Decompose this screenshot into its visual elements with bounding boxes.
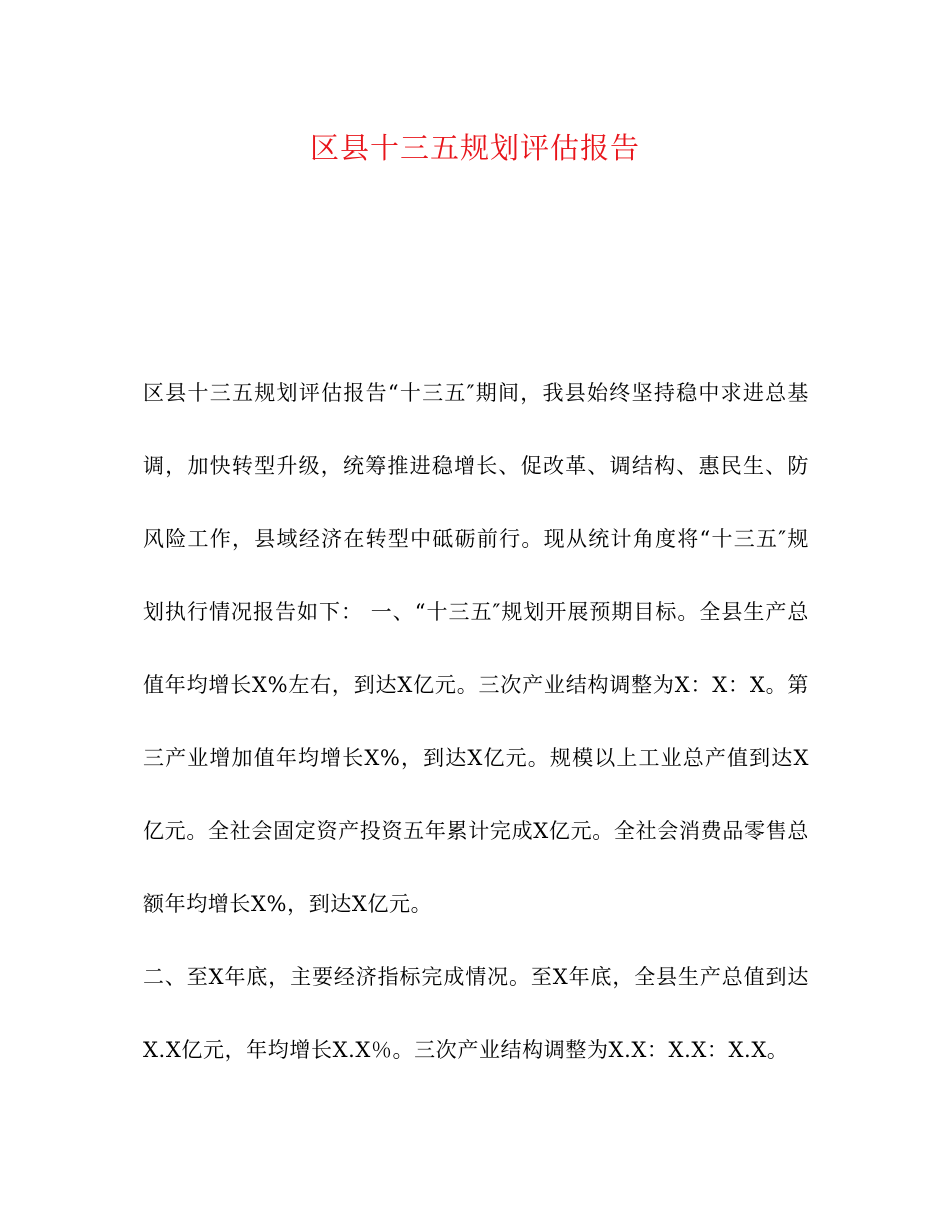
document-title: 区县十三五规划评估报告 — [309, 131, 640, 165]
paragraph-1: 区县十三五规划评估报告“十三五″期间，我县始终坚持稳中求进总基调，加快转型升级，统筹推进稳增长、促改革、调结构、惠民生、防风险工作，县域经济在转型中砥砺前行。现从统计角度将“十三五″规划执行情况报告如下： 一、“十三五″规划开展预期目标。全县生产总值年均增长X%左右，到达X亿元。三次产业结构调整为X：X：X。第三产业增加值年均增长X%，到达X亿元。规模以上工业总产值到达X亿元。全社会固定资产投资五年累计完成X亿元。全社会消费品零售总额年均增长X%，到达X亿元。 — [143, 381, 809, 916]
paragraph-2: 二、至X年底，主要经济指标完成情况。至X年底，全县生产总值到达X.X亿元，年均增长X.X％。三次产业结构调整为X.X：X.X：X.X。 — [143, 965, 809, 1062]
document-body — [143, 357, 809, 1087]
